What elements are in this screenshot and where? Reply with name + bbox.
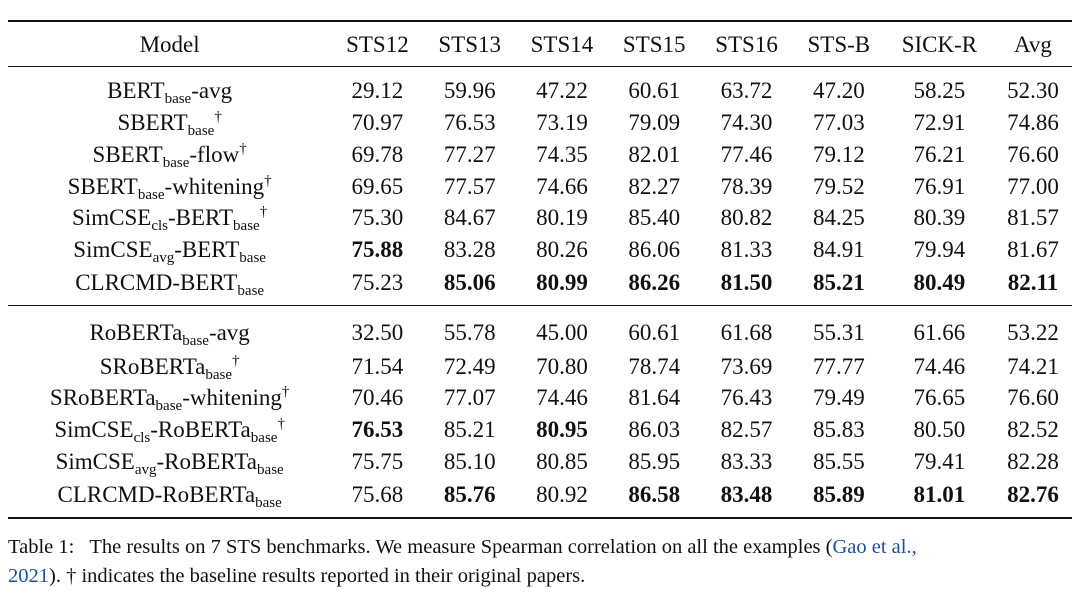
score-cell: 76.91 — [913, 173, 966, 199]
score-cell: 80.39 — [913, 205, 966, 231]
table-caption — [8, 533, 1074, 591]
score-cell: 77.00 — [1007, 173, 1059, 199]
score-cell: 76.60 — [1007, 385, 1059, 411]
score-cell: 80.50 — [913, 417, 966, 443]
score-cell: 85.10 — [443, 448, 496, 474]
score-cell: 83.33 — [720, 448, 773, 474]
score-cell: 76.43 — [720, 385, 773, 411]
model-name — [8, 306, 331, 351]
score-cell: 77.57 — [443, 173, 496, 199]
score-cell: 77.07 — [443, 385, 496, 411]
score-cell: 85.21 — [443, 417, 496, 443]
score-cell: 80.19 — [536, 205, 588, 231]
score-cell: 80.92 — [516, 477, 608, 518]
score-cell: 79.94 — [913, 237, 966, 263]
score-cell: 55.78 — [443, 319, 496, 345]
score-cell: 76.53 — [443, 110, 496, 136]
score-cell: 76.53 — [351, 417, 404, 443]
score-cell: 85.95 — [628, 448, 681, 474]
score-cell: 78.74 — [628, 353, 681, 379]
score-cell: 83.28 — [443, 237, 496, 263]
score-cell: 72.49 — [443, 353, 496, 379]
score-cell: 74.21 — [1007, 353, 1059, 379]
model-name-sub: base — [237, 282, 265, 299]
table-row — [8, 170, 1072, 202]
score-cell: 76.21 — [913, 142, 966, 168]
model-name-sub: avg — [134, 461, 157, 478]
score-cell: 52.30 — [1007, 77, 1059, 103]
score-cell: 83.48 — [700, 477, 792, 518]
score-cell: 86.06 — [628, 237, 681, 263]
score-cell: 80.99 — [516, 265, 608, 306]
score-cell: 80.95 — [536, 417, 588, 443]
model-name-sub2: base — [239, 250, 266, 267]
score-cell: 75.75 — [351, 448, 404, 474]
score-cell: 76.60 — [1007, 142, 1059, 168]
table-row — [8, 139, 1072, 171]
score-cell: 80.26 — [536, 237, 588, 263]
model-name — [8, 170, 331, 202]
score-cell: 77.46 — [720, 142, 773, 168]
model-name — [8, 382, 331, 414]
bert-group — [8, 67, 1072, 306]
header-sts16: STS16 — [700, 21, 792, 67]
score-cell: 75.30 — [351, 205, 404, 231]
score-cell: 82.11 — [994, 265, 1072, 306]
score-cell: 29.12 — [351, 77, 404, 103]
score-cell: 76.65 — [913, 385, 966, 411]
header-sick-r: SICK-R — [885, 21, 994, 67]
model-name-dag: † — [232, 352, 240, 369]
score-cell: 70.46 — [351, 385, 404, 411]
model-name-sub2: base — [250, 430, 278, 447]
model-name-pre: SimCSE — [73, 237, 153, 263]
score-cell: 70.97 — [351, 110, 404, 136]
model-name — [8, 107, 331, 139]
score-cell: 78.39 — [720, 173, 773, 199]
score-cell: 86.03 — [628, 417, 681, 443]
model-name — [8, 67, 331, 108]
score-cell: 60.61 — [628, 77, 681, 103]
table-row — [8, 446, 1072, 478]
model-name-sub: base — [164, 90, 192, 107]
score-cell: 86.26 — [608, 265, 700, 306]
model-name-pre: SimCSE — [54, 417, 134, 443]
score-cell: 81.67 — [1007, 237, 1059, 263]
score-cell: 84.67 — [443, 205, 496, 231]
score-cell: 45.00 — [536, 319, 588, 345]
model-name — [8, 139, 331, 171]
results-table — [8, 20, 1072, 519]
score-cell: 74.86 — [1007, 110, 1059, 136]
score-cell: 70.80 — [536, 353, 588, 379]
model-name-dag: † — [259, 204, 268, 221]
score-cell: 74.35 — [536, 142, 588, 168]
score-cell: 85.06 — [424, 265, 516, 306]
model-name-sub: base — [155, 398, 183, 415]
model-name — [8, 477, 331, 518]
model-name-dag: † — [264, 172, 272, 189]
model-name-post: -RoBERTa — [156, 448, 258, 474]
score-cell: 82.57 — [720, 417, 773, 443]
score-cell: 85.83 — [812, 417, 865, 443]
model-name-sub2: base — [257, 461, 284, 478]
model-name-pre: RoBERTa — [89, 319, 183, 345]
model-name-post: -RoBERTa — [150, 417, 251, 443]
score-cell: 79.52 — [812, 173, 865, 199]
score-cell: 60.61 — [628, 319, 681, 345]
score-cell: 77.27 — [443, 142, 496, 168]
score-cell: 82.76 — [994, 477, 1072, 518]
model-name-post: -BERT — [167, 205, 234, 231]
score-cell: 86.58 — [608, 477, 700, 518]
score-cell: 75.23 — [331, 265, 423, 306]
score-cell: 81.33 — [720, 237, 773, 263]
score-cell: 79.09 — [628, 110, 681, 136]
model-name-pre: SBERT — [92, 142, 163, 168]
table-row — [8, 234, 1072, 266]
roberta-group — [8, 306, 1072, 518]
model-name-sub: base — [162, 155, 190, 172]
score-cell: 77.77 — [812, 353, 865, 379]
model-name-pre: SimCSE — [72, 205, 152, 231]
score-cell: 85.55 — [812, 448, 865, 474]
score-cell: 82.01 — [628, 142, 681, 168]
score-cell: 85.89 — [793, 477, 885, 518]
table-row — [8, 477, 1072, 518]
score-cell: 72.91 — [913, 110, 966, 136]
model-name-dag: † — [281, 384, 290, 401]
model-name-post: -BERT — [174, 237, 240, 263]
score-cell: 80.82 — [720, 205, 773, 231]
caption-label: Table 1: — [8, 536, 75, 558]
model-name — [8, 265, 331, 306]
model-name-sub: base — [205, 366, 233, 383]
score-cell: 47.20 — [812, 77, 865, 103]
model-name-post: -whitening — [182, 385, 282, 411]
model-name-sub2: base — [233, 218, 260, 235]
header-sts-b: STS-B — [793, 21, 885, 67]
score-cell: 84.25 — [812, 205, 865, 231]
model-name-post: -avg — [191, 77, 233, 103]
table-row — [8, 382, 1072, 414]
table-row — [8, 202, 1072, 234]
score-cell: 84.91 — [812, 237, 865, 263]
model-name — [8, 234, 331, 266]
model-name-dag: † — [277, 416, 285, 433]
citation-link[interactable]: Gao et al., 2021 — [8, 536, 917, 587]
model-name-pre: SRoBERTa — [99, 353, 206, 379]
score-cell: 73.69 — [720, 353, 773, 379]
model-name-pre: SimCSE — [55, 448, 135, 474]
model-name-sub: base — [182, 332, 209, 349]
model-name-pre: BERT — [107, 77, 165, 103]
score-cell: 69.65 — [351, 173, 404, 199]
score-cell: 80.49 — [885, 265, 994, 306]
model-name-dag: † — [239, 141, 247, 158]
header-sts14: STS14 — [516, 21, 608, 67]
model-name — [8, 414, 331, 446]
model-name-dag: † — [214, 109, 222, 126]
table-row — [8, 67, 1072, 108]
score-cell: 47.22 — [536, 77, 588, 103]
model-name — [8, 446, 331, 478]
score-cell: 75.88 — [351, 237, 404, 263]
score-cell: 75.68 — [331, 477, 423, 518]
score-cell: 79.41 — [913, 448, 966, 474]
model-name-sub: cls — [151, 218, 168, 235]
score-cell: 81.57 — [1007, 205, 1059, 231]
score-cell: 59.96 — [443, 77, 496, 103]
score-cell: 81.64 — [628, 385, 681, 411]
score-cell: 71.54 — [351, 353, 404, 379]
score-cell: 61.68 — [720, 319, 773, 345]
table-row — [8, 414, 1072, 446]
score-cell: 74.30 — [720, 110, 773, 136]
model-name-pre: SBERT — [67, 173, 138, 199]
score-cell: 82.27 — [628, 173, 681, 199]
score-cell: 81.50 — [700, 265, 792, 306]
model-name — [8, 350, 331, 382]
score-cell: 82.52 — [1007, 417, 1059, 443]
header-sts13: STS13 — [424, 21, 516, 67]
table-header-row — [8, 21, 1072, 67]
model-name-pre: SRoBERTa — [49, 385, 156, 411]
score-cell: 85.76 — [424, 477, 516, 518]
header-sts12: STS12 — [331, 21, 423, 67]
header-avg: Avg — [994, 21, 1072, 67]
model-name-post: -whitening — [164, 173, 265, 199]
score-cell: 74.66 — [536, 173, 588, 199]
model-name-post: -avg — [208, 319, 250, 345]
table-row — [8, 265, 1072, 306]
score-cell: 79.49 — [812, 385, 865, 411]
caption-text: The results on 7 STS benchmarks. We measure Spearman correlation on all the examples ( — [89, 536, 833, 558]
score-cell: 80.85 — [536, 448, 588, 474]
score-cell: 74.46 — [913, 353, 966, 379]
score-cell: 79.12 — [812, 142, 865, 168]
score-cell: 69.78 — [351, 142, 404, 168]
score-cell: 55.31 — [812, 319, 865, 345]
header-sts15: STS15 — [608, 21, 700, 67]
table-row — [8, 107, 1072, 139]
score-cell: 32.50 — [351, 319, 404, 345]
header-model: Model — [8, 21, 331, 67]
model-name-sub: cls — [133, 430, 151, 447]
score-cell: 63.72 — [720, 77, 773, 103]
model-name-sub: base — [187, 123, 215, 140]
model-name-pre: CLRCMD-BERT — [75, 269, 238, 295]
score-cell: 81.01 — [885, 477, 994, 518]
score-cell: 82.28 — [1007, 448, 1059, 474]
score-cell: 61.66 — [913, 319, 966, 345]
model-name-pre: CLRCMD-RoBERTa — [57, 481, 256, 507]
model-name-pre: SBERT — [117, 110, 188, 136]
score-cell: 85.21 — [793, 265, 885, 306]
score-cell: 77.03 — [812, 110, 865, 136]
score-cell: 85.40 — [628, 205, 681, 231]
score-cell: 53.22 — [1007, 319, 1059, 345]
model-name-sub: base — [137, 186, 165, 203]
score-cell: 73.19 — [536, 110, 588, 136]
model-name-post: -flow — [189, 142, 240, 168]
model-name — [8, 202, 331, 234]
caption-tail: ). † indicates the baseline results reported in their original papers. — [49, 565, 586, 587]
model-name-sub: avg — [152, 250, 175, 267]
score-cell: 58.25 — [913, 77, 966, 103]
model-name-sub: base — [255, 494, 282, 511]
table-row — [8, 306, 1072, 351]
table-row — [8, 350, 1072, 382]
score-cell: 74.46 — [536, 385, 588, 411]
